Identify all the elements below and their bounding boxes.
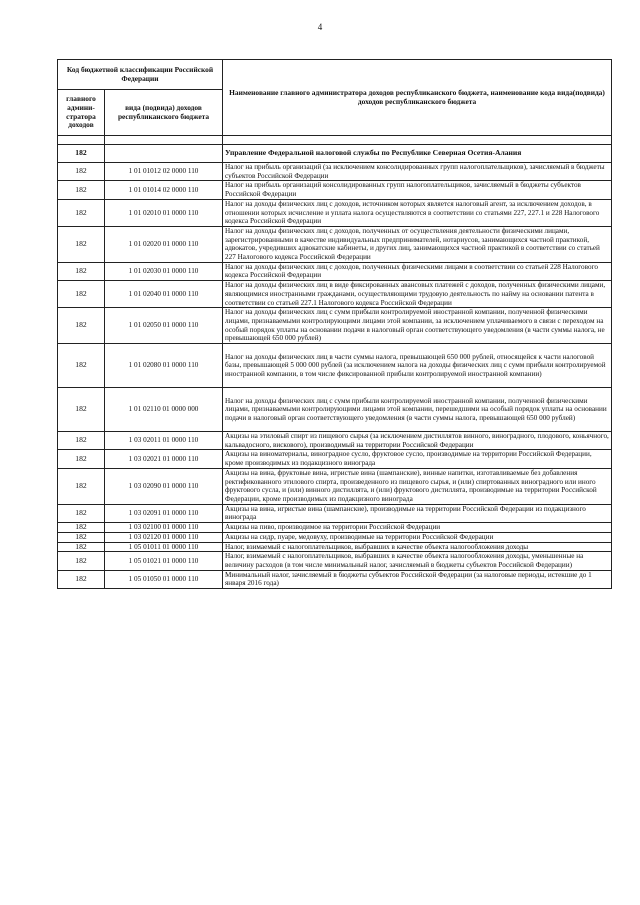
- description-cell: Налог на прибыль организаций консолидированных групп налогоплательщиков, зачисляемый в бюджеты субъектов Российской Федерации: [223, 181, 612, 199]
- income-code-cell: 1 01 01014 02 0000 110: [105, 181, 223, 199]
- description-cell: Налог на прибыль организаций (за исключением консолидированных групп налогоплательщиков), зачисляемый в бюджеты субъектов Российской Федерации: [223, 163, 612, 181]
- income-code-cell: 1 01 02030 01 0000 110: [105, 262, 223, 280]
- income-code-cell: 1 03 02100 01 0000 110: [105, 523, 223, 533]
- description-cell: Акцизы на сидр, пуаре, медовуху, производимые на территории Российской Федерации: [223, 532, 612, 542]
- income-code-cell: 1 01 02050 01 0000 110: [105, 308, 223, 344]
- income-code-cell: 1 03 02090 01 0000 110: [105, 468, 223, 504]
- table-row: [58, 523, 612, 533]
- admin-code-cell: 182: [58, 532, 105, 542]
- table-row: [58, 504, 612, 522]
- table-row: [58, 344, 612, 388]
- admin-code-cell: 182: [58, 344, 105, 388]
- income-code-cell: 1 01 02040 01 0000 110: [105, 281, 223, 308]
- group-name: Управление Федеральной налоговой службы по Республике Северная Осетия-Алания: [223, 145, 612, 163]
- income-code-cell: 1 01 02010 01 0000 110: [105, 199, 223, 226]
- description-cell: Налог на доходы физических лиц в части суммы налога, превышающей 650 000 рублей, относящейся к части налоговой базы, превышающей 5 000 000 рублей (за исключением налога на доходы физических лиц с сумм прибыли контролируемой иностранной компании, в том числе фиксированной прибыли контролируемой иностранной компании): [223, 344, 612, 388]
- description-cell: Налог на доходы физических лиц с доходов, источником которых является налоговый агент, за исключением доходов, в отношении которых исчисление и уплата налога осуществляются в соответствии со статьями 227, 227.1 и 228 Налогового кодекса Российской Федерации: [223, 199, 612, 226]
- table-row: [58, 199, 612, 226]
- table-row: [58, 308, 612, 344]
- income-code-cell: 1 01 02080 01 0000 110: [105, 344, 223, 388]
- income-code-cell: 1 05 01021 01 0000 110: [105, 552, 223, 570]
- admin-code-cell: 182: [58, 450, 105, 468]
- income-code-cell: 1 03 02091 01 0000 110: [105, 504, 223, 522]
- table-body: [58, 136, 612, 589]
- admin-code-cell: 182: [58, 262, 105, 280]
- income-code-cell: 1 01 02110 01 0000 000: [105, 388, 223, 432]
- admin-code-cell: 182: [58, 226, 105, 262]
- income-code-cell: 1 05 01011 01 0000 110: [105, 542, 223, 552]
- header-name: Наименование главного администратора доходов республиканского бюджета, наименование кода вида(подвида) доходов республиканского бюджета: [223, 60, 612, 136]
- table-row: [58, 532, 612, 542]
- admin-code-cell: 182: [58, 552, 105, 570]
- table-row: [58, 542, 612, 552]
- admin-code-cell: 182: [58, 308, 105, 344]
- income-code-cell: 1 03 02011 01 0000 110: [105, 432, 223, 450]
- table-row: [58, 570, 612, 588]
- description-cell: Акцизы на пиво, производимое на территории Российской Федерации: [223, 523, 612, 533]
- admin-code-cell: 182: [58, 163, 105, 181]
- admin-code-cell: 182: [58, 570, 105, 588]
- header-spacer-row: [58, 136, 612, 145]
- admin-code-cell: 182: [58, 542, 105, 552]
- admin-code-cell: 182: [58, 281, 105, 308]
- admin-code-cell: 182: [58, 388, 105, 432]
- description-cell: Налог на доходы физических лиц с сумм прибыли контролируемой иностранной компании, полученной физическими лицами, признаваемыми контролирующими лицами этой компании, перешедшими на особый порядок уплаты на основании подачи в налоговый орган соответствующего уведомления (в части суммы налога, превышающей 650 000 рублей): [223, 388, 612, 432]
- group-row: [58, 145, 612, 163]
- description-cell: Минимальный налог, зачисляемый в бюджеты субъектов Российской Федерации (за налоговые периоды, истекшие до 1 января 2016 года): [223, 570, 612, 588]
- table-row: [58, 226, 612, 262]
- description-cell: Акцизы на вина, фруктовые вина, игристые вина (шампанские), винные напитки, изготавливаемые без добавления ректификованного этилового спирта, произведенного из пищевого сырья, и (или) спиртованных виноградного или иного фруктового сусла, и (или) винного дистиллята, и (или) фруктового дистиллята, производимые на территории Российской Федерации, кроме производимых из подакцизного винограда: [223, 468, 612, 504]
- table-row: [58, 450, 612, 468]
- table-row: [58, 432, 612, 450]
- description-cell: Налог на доходы физических лиц с доходов, полученных физическими лицами в соответствии со статьей 228 Налогового кодекса Российской Федерации: [223, 262, 612, 280]
- header-income-code: вида (подвида) доходов республиканского бюджета: [105, 90, 223, 136]
- description-cell: Акцизы на этиловый спирт из пищевого сырья (за исключением дистиллятов винного, виноградного, плодового, коньячного, кальвадосного, вискового), производимый на территории Российской Федерации: [223, 432, 612, 450]
- group-income-code: [105, 145, 223, 163]
- page-number: 4: [317, 22, 323, 32]
- description-cell: Налог на доходы физических лиц с доходов, полученных от осуществления деятельности физическими лицами, зарегистрированными в качестве индивидуальных предпринимателей, нотариусов, занимающихся частной практикой, адвокатов, учредивших адвокатские кабинеты, и других лиц, занимающихся частной практикой в соответствии со статьей 227 Налогового кодекса Российской Федерации: [223, 226, 612, 262]
- admin-code-cell: 182: [58, 199, 105, 226]
- admin-code-cell: 182: [58, 181, 105, 199]
- budget-classification-table: [57, 59, 612, 589]
- table-row: [58, 468, 612, 504]
- income-code-cell: 1 03 02021 01 0000 110: [105, 450, 223, 468]
- admin-code-cell: 182: [58, 523, 105, 533]
- table-row: [58, 552, 612, 570]
- admin-code-cell: 182: [58, 468, 105, 504]
- description-cell: Налог на доходы физических лиц с сумм прибыли контролируемой иностранной компании, полученной физическими лицами, признаваемыми контролирующими лицами этой компании, за исключением уплачиваемого в связи с переходом на особый порядок уплаты на основании подачи в налоговый орган соответствующего уведомления (в части суммы налога, не превышающей 650 000 рублей): [223, 308, 612, 344]
- table-row: [58, 262, 612, 280]
- group-admin-code: 182: [58, 145, 105, 163]
- admin-code-cell: 182: [58, 432, 105, 450]
- table-row: [58, 388, 612, 432]
- description-cell: Налог на доходы физических лиц в виде фиксированных авансовых платежей с доходов, полученных физическими лицами, являющимися иностранными гражданами, осуществляющими трудовую деятельность по найму на основании патента в соответствии со статьей 227.1 Налогового кодекса Российской Федерации: [223, 281, 612, 308]
- table-row: [58, 163, 612, 181]
- income-code-cell: 1 01 02020 01 0000 110: [105, 226, 223, 262]
- table-row: [58, 281, 612, 308]
- description-cell: Акцизы на виноматериалы, виноградное сусло, фруктовое сусло, производимые на территории Российской Федерации, кроме производимых из подакцизного винограда: [223, 450, 612, 468]
- income-code-cell: 1 01 01012 02 0000 110: [105, 163, 223, 181]
- admin-code-cell: 182: [58, 504, 105, 522]
- description-cell: Налог, взимаемый с налогоплательщиков, выбравших в качестве объекта налогообложения доходы, уменьшенные на величину расходов (в том числе минимальный налог, зачисляемый в бюджеты субъектов Российской Федерации): [223, 552, 612, 570]
- description-cell: Акцизы на вина, игристые вина (шампанские), производимые на территории Российской Федерации из подакцизного винограда: [223, 504, 612, 522]
- income-code-cell: 1 03 02120 01 0000 110: [105, 532, 223, 542]
- header-admin-code: главного админи-стратора доходов: [58, 90, 105, 136]
- description-cell: Налог, взимаемый с налогоплательщиков, выбравших в качестве объекта налогообложения доходы: [223, 542, 612, 552]
- header-classification: Код бюджетной классификации Российской Федерации: [58, 60, 223, 90]
- table-row: [58, 181, 612, 199]
- income-code-cell: 1 05 01050 01 0000 110: [105, 570, 223, 588]
